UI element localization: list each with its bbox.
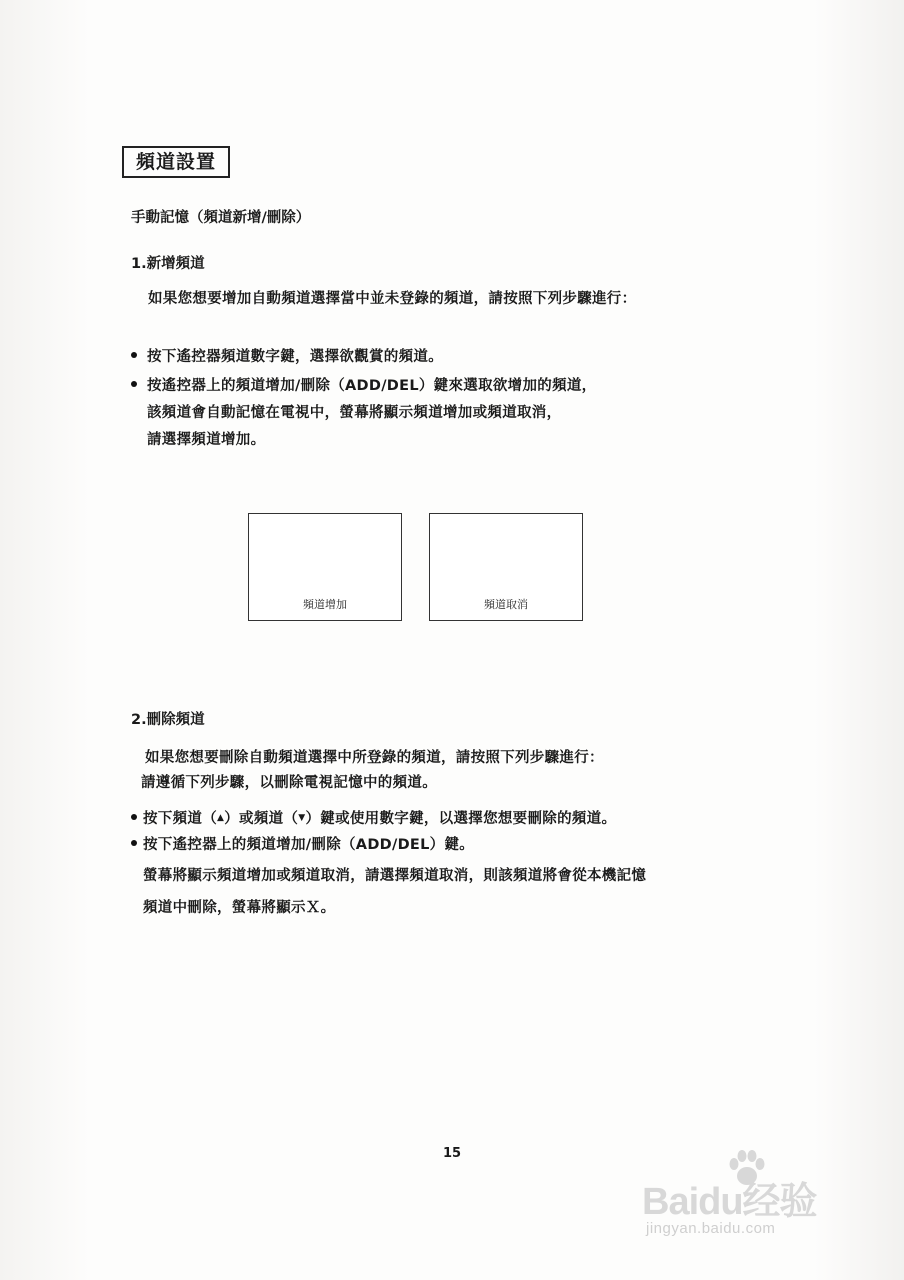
part2-heading: 2.刪除頻道 [131, 712, 205, 728]
subtitle: 手動記憶（頻道新增/刪除） [131, 210, 311, 226]
part1-bullet2-line3: 請選擇頻道增加。 [147, 432, 266, 448]
part2-bullet1-c: ）鍵或使用數字鍵，以選擇您想要刪除的頻道。 [305, 811, 617, 827]
screen-add-caption: 頻道增加 [303, 598, 347, 611]
part1-bullet1 [131, 345, 443, 366]
section-title-box [122, 146, 230, 178]
down-arrow-icon: ▼ [298, 813, 306, 823]
part1-bullet1-text: 按下遙控器頻道數字鍵，選擇欲觀賞的頻道。 [147, 349, 443, 365]
part2-note-line2: 頻道中刪除，螢幕將顯示Ｘ。 [143, 900, 336, 916]
part1-heading: 1.新增頻道 [131, 256, 205, 272]
baidu-watermark [640, 1148, 860, 1248]
screen-cancel-caption: 頻道取消 [484, 598, 528, 611]
part2-intro-line1: 如果您想要刪除自動頻道選擇中所登錄的頻道，請按照下列步驟進行： [145, 750, 604, 766]
part2-note-line1: 螢幕將顯示頻道增加或頻道取消，請選擇頻道取消，則該頻道將會從本機記憶 [143, 868, 647, 884]
part1-bullet2 [131, 374, 596, 395]
section-title: 頻道設置 [135, 151, 216, 173]
page-number: 15 [442, 1146, 462, 1161]
watermark-logo: Baidu经验 [642, 1181, 817, 1223]
part1-bullet2-line1: 按遙控器上的頻道增加/刪除（ADD/DEL）鍵來選取欲增加的頻道， [147, 378, 597, 394]
part2-bullet1 [131, 807, 616, 828]
part1-intro: 如果您想要增加自動頻道選擇當中並未登錄的頻道，請按照下列步驟進行： [148, 291, 637, 307]
part2-bullet2 [131, 833, 474, 854]
watermark-url: jingyan.baidu.com [646, 1220, 776, 1237]
bullet-dot-icon [131, 352, 137, 358]
screen-add-illustration [248, 513, 402, 621]
screen-cancel-illustration [429, 513, 583, 621]
part2-bullet1-b: ）或頻道（ [224, 811, 299, 827]
bullet-dot-icon [131, 840, 137, 846]
part2-intro-line2: 請遵循下列步驟，以刪除電視記憶中的頻道。 [141, 775, 437, 791]
bullet-dot-icon [131, 381, 137, 387]
part2-bullet1-a: 按下頻道（ [143, 811, 217, 827]
bullet-dot-icon [131, 814, 137, 820]
up-arrow-icon: ▲ [217, 813, 225, 823]
part1-bullet2-line2: 該頻道會自動記憶在電視中，螢幕將顯示頻道增加或頻道取消， [147, 405, 562, 421]
part2-bullet2-text: 按下遙控器上的頻道增加/刪除（ADD/DEL）鍵。 [143, 837, 475, 853]
